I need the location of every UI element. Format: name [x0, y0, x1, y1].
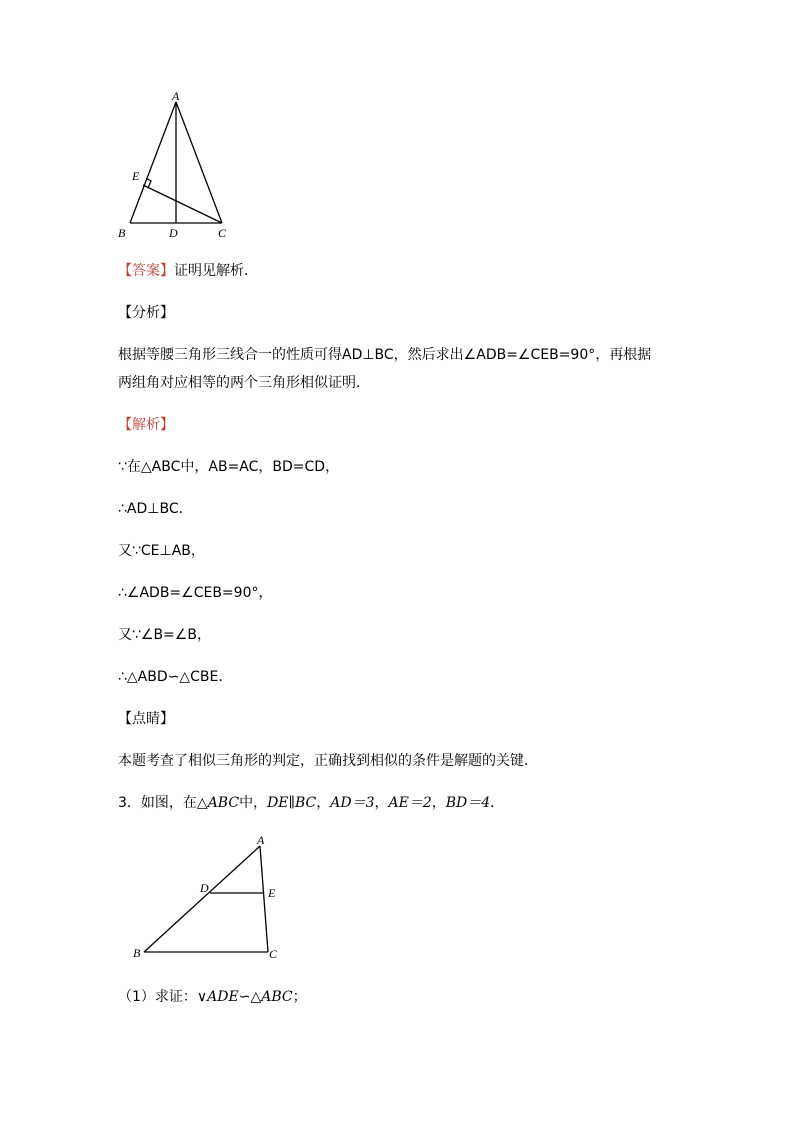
problem-3-statement	[118, 794, 504, 812]
label-d: D	[169, 226, 178, 240]
analysis-line-2: 两组角对应相等的两个三角形相似证明．	[118, 375, 370, 391]
analysis-tag: 【分析】	[118, 305, 174, 321]
analysis-line-1: 根据等腰三角形三线合一的性质可得AD⊥BC，然后求出∠ADB=∠CEB=90°，再根据	[118, 347, 652, 363]
separator: ，	[316, 795, 331, 811]
figure-1-triangle	[110, 90, 250, 245]
answer-line	[118, 262, 258, 280]
label-c: C	[269, 947, 278, 961]
answer-tag: 【答案】	[118, 263, 174, 279]
condition-parallel: DE∥BC	[267, 795, 317, 811]
part-1-end: ；	[292, 989, 307, 1005]
separator: ，	[374, 795, 389, 811]
part-1-triangle-abc: ABC	[261, 989, 293, 1005]
solution-step-3: 又∵CE⊥AB，	[118, 543, 205, 559]
condition-ad: AD＝3	[330, 795, 375, 811]
solution-step-2: ∴AD⊥BC．	[118, 501, 193, 517]
problem-3-triangle: ABC	[207, 795, 240, 811]
label-b: B	[133, 946, 141, 960]
figure-2-triangle	[125, 832, 295, 967]
statement-end: ．	[490, 795, 505, 811]
separator: ，	[431, 795, 446, 811]
label-e: E	[268, 886, 276, 900]
similar-symbol: ∽△	[238, 989, 262, 1005]
label-e: E	[132, 169, 140, 183]
solution-step-5: 又∵∠B=∠B，	[118, 627, 211, 643]
solution-step-4: ∴∠ADB=∠CEB=90°，	[118, 585, 273, 601]
label-d: D	[200, 881, 209, 895]
answer-text: 证明见解析．	[174, 263, 258, 279]
segment-ab	[130, 102, 176, 223]
part-1-triangle-ade: ∨ADE	[196, 989, 239, 1005]
solution-step-6: ∴△ABD∽△CBE．	[118, 669, 233, 685]
label-a: A	[257, 833, 265, 847]
comment-tag: 【点睛】	[118, 711, 174, 727]
part-1-statement	[118, 988, 307, 1006]
problem-3-number: 3．如图，在△	[118, 795, 208, 811]
solution-step-1: ∵在△ABC中，AB=AC，BD=CD，	[118, 459, 340, 475]
problem-3-in: 中，	[239, 795, 268, 811]
part-1-prefix: （1）求证：	[118, 989, 197, 1005]
segment-ab	[144, 846, 260, 952]
label-b: B	[118, 226, 126, 240]
condition-ae: AE＝2	[388, 795, 432, 811]
condition-bd: BD＝4	[445, 795, 491, 811]
comment-text: 本题考查了相似三角形的判定，正确找到相似的条件是解题的关键．	[118, 753, 538, 769]
label-a: A	[172, 89, 180, 103]
label-c: C	[218, 226, 227, 240]
segment-ac	[260, 846, 268, 952]
solution-tag: 【解析】	[118, 417, 174, 433]
